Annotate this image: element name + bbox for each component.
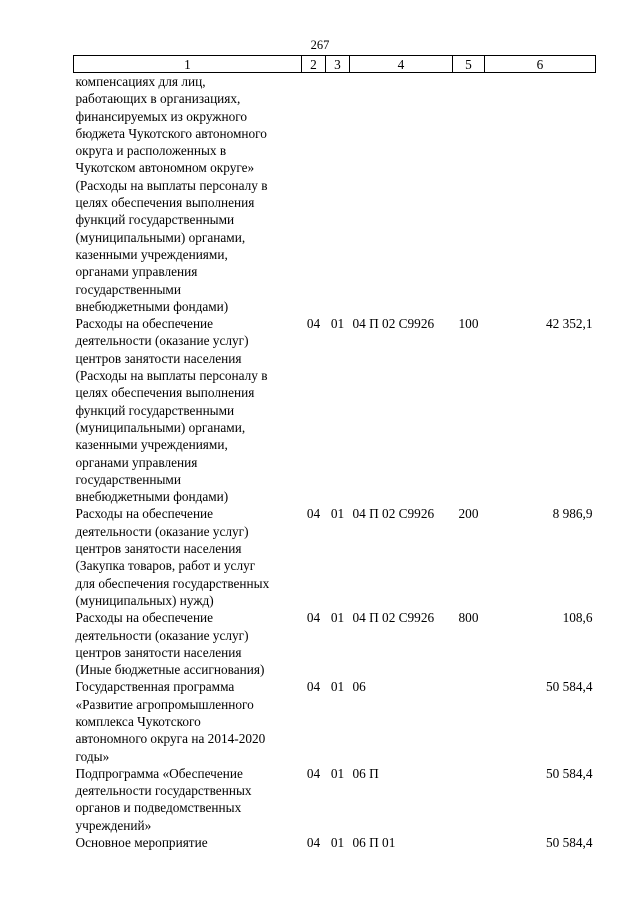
row-subsection: 01: [330, 765, 345, 781]
row-name-line: центров занятости населения: [75, 644, 242, 660]
row-section: 04: [306, 765, 321, 781]
row-expense-type: [453, 678, 485, 764]
row-amount: [485, 73, 596, 316]
row-section: 04: [306, 679, 321, 695]
row-name-line: государственными: [75, 281, 181, 297]
header-col-5: 5: [453, 56, 485, 73]
table-row: [74, 73, 596, 316]
row-section: 04: [306, 610, 321, 626]
row-expense-type: 200: [458, 506, 479, 522]
row-subsection: 01: [330, 316, 345, 332]
row-name-line: Подпрограмма «Обеспечение: [75, 765, 243, 781]
row-name-line: деятельности (оказание услуг): [75, 333, 249, 349]
row-name-line: (Закупка товаров, работ и услуг: [75, 558, 256, 574]
row-name-line: центров занятости населения: [75, 541, 242, 557]
row-section: 04: [306, 506, 321, 522]
row-target-code: 04 П 02 С9926: [352, 316, 435, 332]
header-col-4: 4: [350, 56, 453, 73]
row-target-code: 06: [352, 679, 366, 695]
row-name-line: комплекса Чукотского: [75, 713, 201, 729]
row-name-line: функций государственными: [75, 212, 235, 228]
row-section: 04: [306, 316, 321, 332]
row-name-line: компенсациях для лиц,: [75, 74, 206, 89]
row-name-line: органами управления: [75, 454, 198, 470]
header-col-1: 1: [74, 56, 302, 73]
row-amount: 42 352,1: [545, 316, 593, 332]
row-target-code: 04 П 02 С9926: [352, 506, 435, 522]
row-name-line: государственными: [75, 471, 181, 487]
row-amount: 50 584,4: [545, 679, 593, 695]
row-name: [74, 315, 302, 505]
table-body: [74, 73, 596, 852]
row-name-line: (Расходы на выплаты персоналу в: [75, 368, 268, 384]
row-name-line: функций государственными: [75, 402, 235, 418]
header-col-2: 2: [302, 56, 326, 73]
row-subsection: 01: [330, 610, 345, 626]
row-name-line: учреждений»: [75, 817, 152, 833]
row-expense-type: [453, 73, 485, 316]
row-name-line: (Иные бюджетные ассигнования): [75, 662, 265, 678]
row-amount: 8 986,9: [552, 506, 593, 522]
row-name-line: органами управления: [75, 264, 198, 280]
row-name: [74, 505, 302, 609]
row-name-line: (муниципальными) органами,: [75, 419, 246, 435]
table-row: [74, 609, 596, 678]
header-row: [74, 56, 596, 73]
row-target-code: 06 П 01: [352, 835, 396, 851]
row-target-code: 04 П 02 С9926: [352, 610, 435, 626]
row-name-line: годы»: [75, 748, 110, 764]
row-name-line: «Развитие агропромышленного: [75, 696, 254, 712]
row-expense-type: 100: [458, 316, 479, 332]
table-row: [74, 834, 596, 851]
row-name-line: казенными учреждениями,: [75, 246, 228, 262]
row-name-line: внебюджетными фондами): [75, 298, 229, 314]
row-name-line: целях обеспечения выполнения: [75, 385, 255, 401]
row-name-line: работающих в организациях,: [75, 91, 241, 107]
row-subsection: 01: [330, 506, 345, 522]
row-name-line: Расходы на обеспечение: [75, 316, 214, 332]
row-name-line: бюджета Чукотского автономного: [75, 125, 267, 141]
row-name-line: Государственная программа: [75, 679, 235, 695]
header-col-6: 6: [485, 56, 596, 73]
page-number: 267: [310, 38, 330, 52]
row-name-line: центров занятости населения: [75, 350, 242, 366]
row-name: [74, 834, 302, 851]
row-name-line: автономного округа на 2014-2020: [75, 731, 266, 747]
row-name-line: деятельности государственных: [75, 783, 252, 799]
row-name-line: финансируемых из окружного: [75, 108, 248, 124]
table-row: [74, 505, 596, 609]
row-name: [74, 609, 302, 678]
row-name: [74, 765, 302, 834]
row-subsection: 01: [330, 679, 345, 695]
row-name-line: Расходы на обеспечение: [75, 506, 214, 522]
row-name-line: (Расходы на выплаты персоналу в: [75, 177, 268, 193]
row-subsection: [326, 73, 350, 316]
row-name-line: деятельности (оказание услуг): [75, 523, 249, 539]
row-name-line: Чукотском автономном округе»: [75, 160, 255, 176]
row-expense-type: [453, 834, 485, 851]
row-name-line: целях обеспечения выполнения: [75, 195, 255, 211]
row-name-line: внебюджетными фондами): [75, 489, 229, 505]
budget-table: [73, 55, 596, 851]
table-row: [74, 765, 596, 834]
row-name-line: (муниципальных) нужд): [75, 592, 214, 608]
row-name-line: деятельности (оказание услуг): [75, 627, 249, 643]
table-row: [74, 315, 596, 505]
row-name-line: Основное мероприятие: [75, 835, 208, 851]
row-name: [74, 678, 302, 764]
row-subsection: 01: [330, 835, 345, 851]
row-name-line: (муниципальными) органами,: [75, 229, 246, 245]
row-name: [74, 73, 302, 316]
header-col-3: 3: [326, 56, 350, 73]
row-expense-type: 800: [458, 610, 479, 626]
row-name-line: округа и расположенных в: [75, 143, 227, 159]
row-name-line: для обеспечения государственных: [75, 575, 270, 591]
row-target-code: 06 П: [352, 765, 379, 781]
row-amount: 108,6: [562, 610, 593, 626]
row-amount: 50 584,4: [545, 765, 593, 781]
row-target-code: [350, 73, 453, 316]
row-amount: 50 584,4: [545, 835, 593, 851]
row-section: 04: [306, 835, 321, 851]
row-section: [302, 73, 326, 316]
row-name-line: казенными учреждениями,: [75, 437, 228, 453]
row-expense-type: [453, 765, 485, 834]
row-name-line: Расходы на обеспечение: [75, 610, 214, 626]
row-name-line: органов и подведомственных: [75, 800, 242, 816]
table-row: [74, 678, 596, 764]
